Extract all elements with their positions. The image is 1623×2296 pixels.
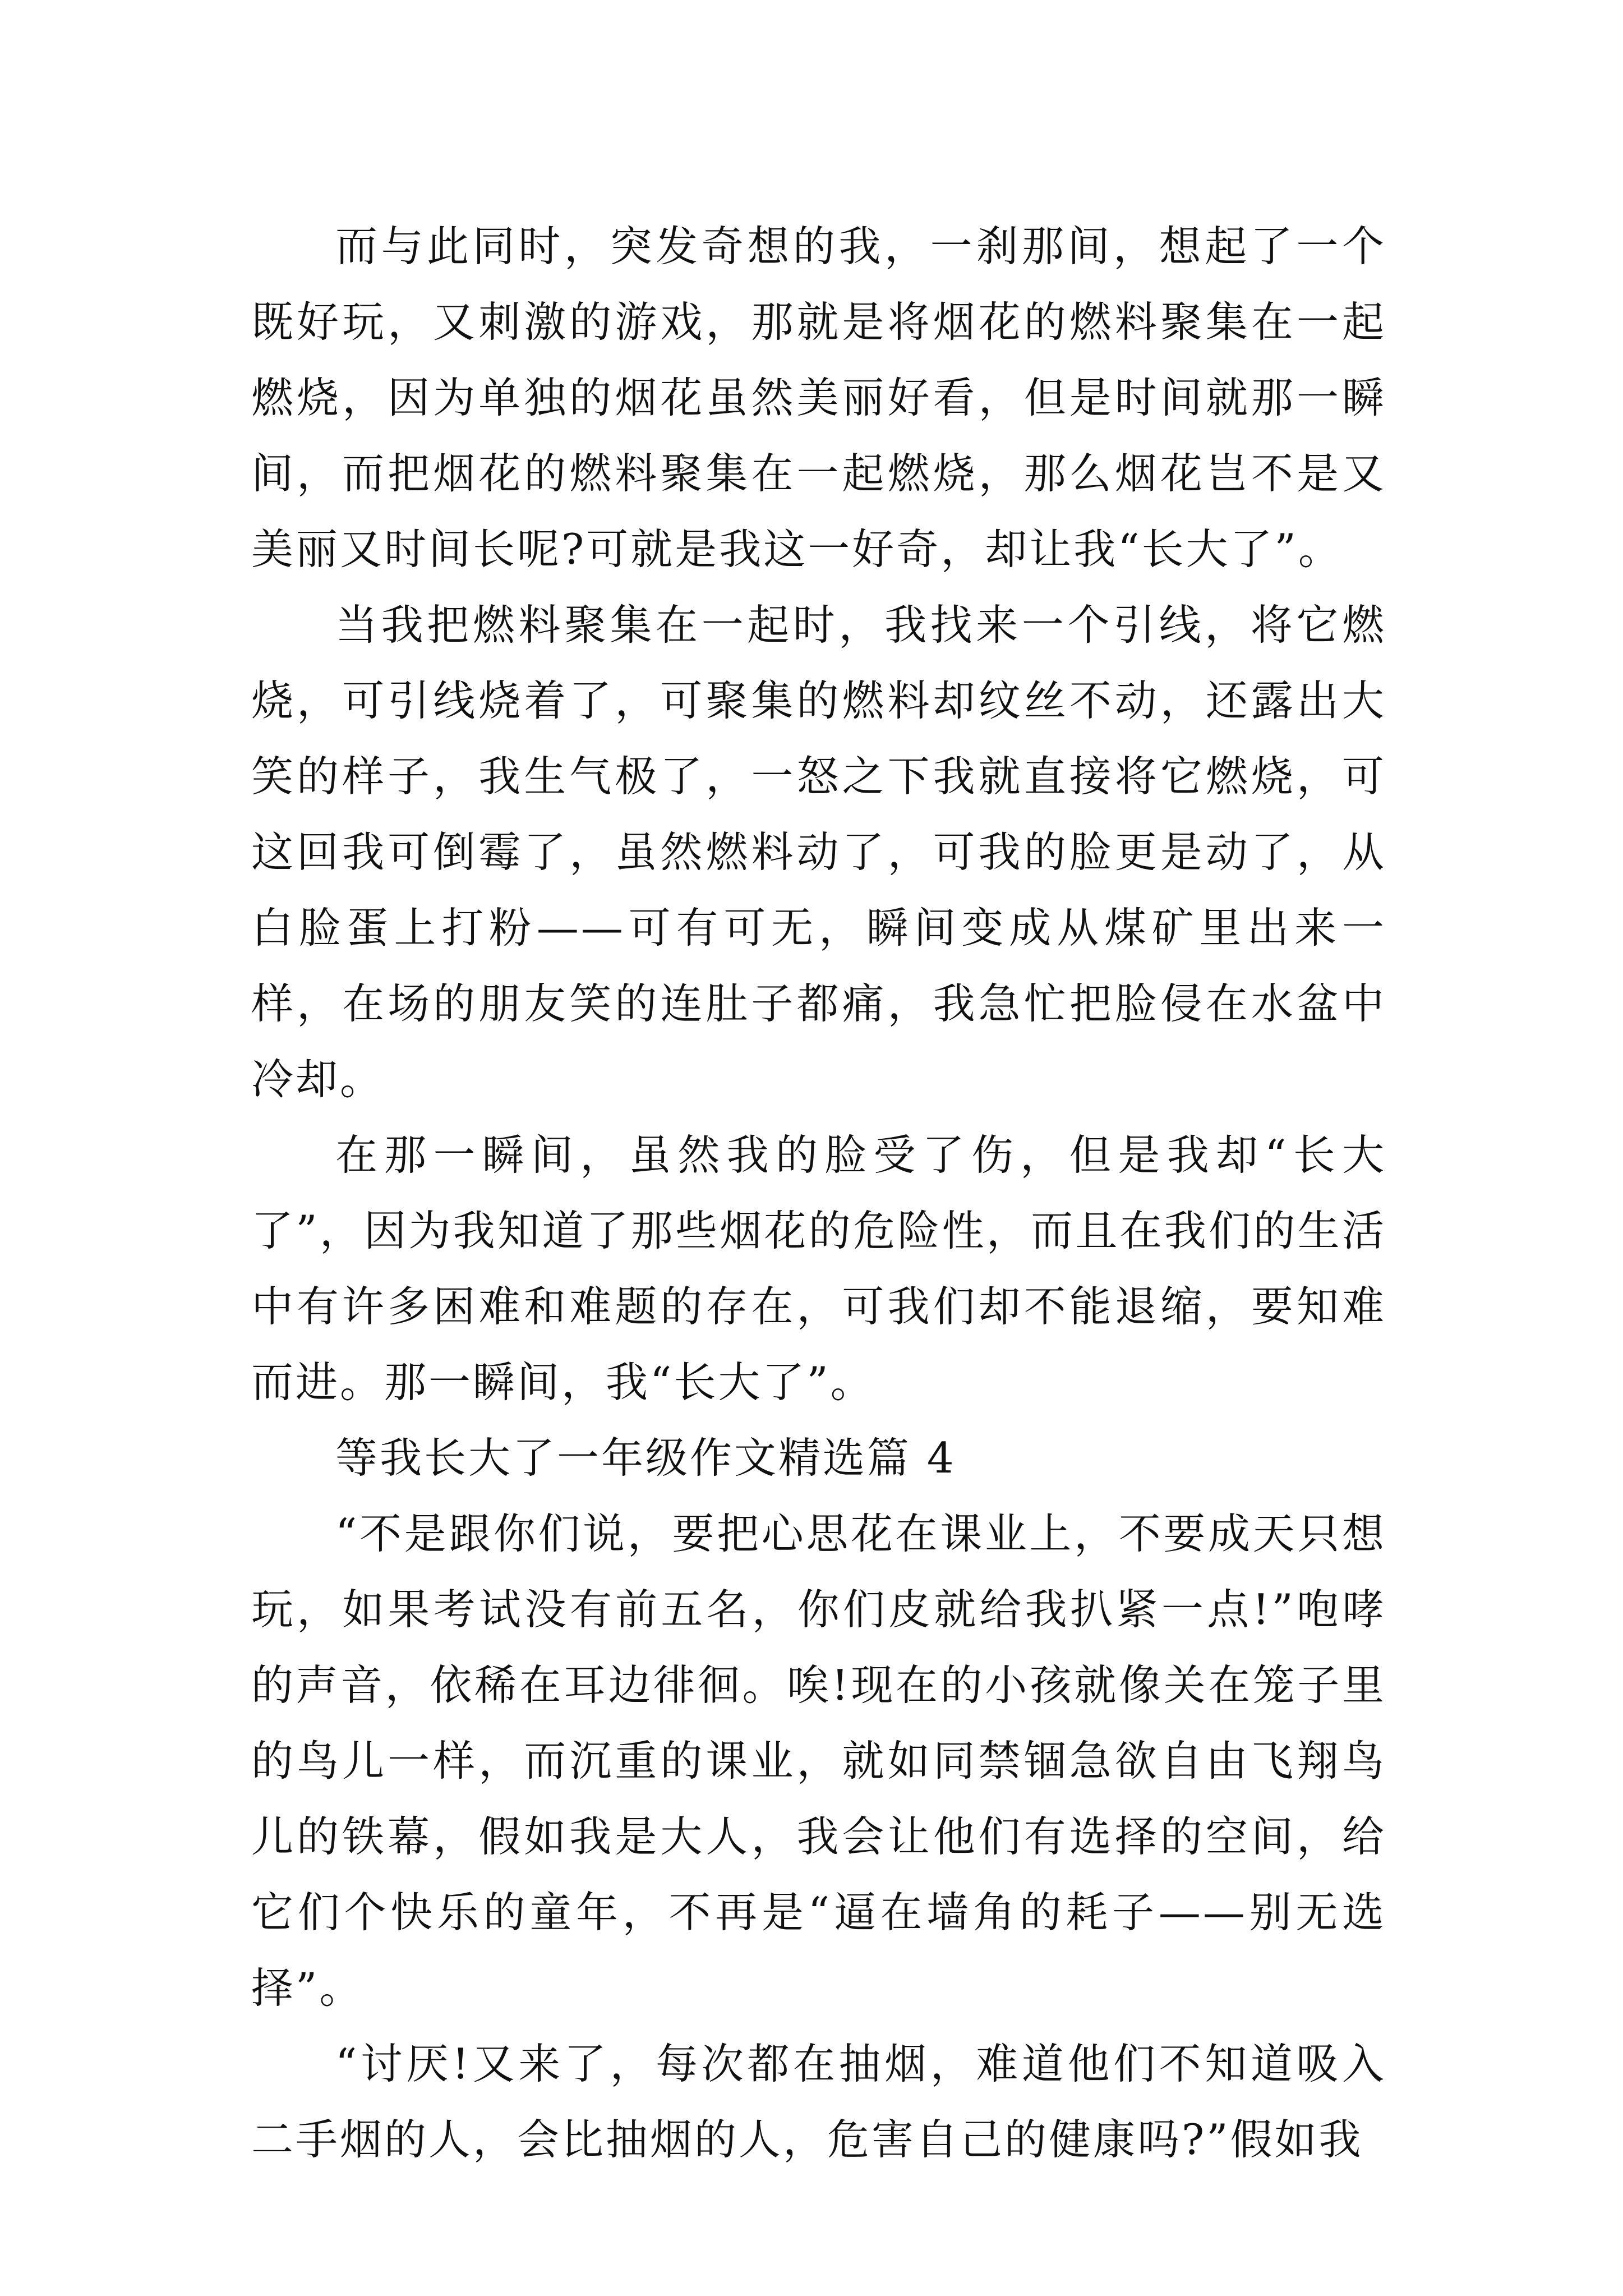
paragraph-homework-pressure: “不是跟你们说，要把心思花在课业上，不要成天只想玩，如果考试没有前五名，你们皮就给我扒紧一点!”咆哮的声音，依稀在耳边徘徊。唉!现在的小孩就像关在笼子里的鸟儿一样，而沉重的课业，就如同禁锢急欲自由飞翔鸟儿的铁幕，假如我是大人，我会让他们有选择的空间，给它们个快乐的童年，不再是“逼在墙角的耗子——别无选择”。 [251, 1509, 1386, 2013]
paragraph-fuse-accident: 当我把燃料聚集在一起时，我找来一个引线，将它燃烧，可引线烧着了，可聚集的燃料却纹丝不动，还露出大笑的样子，我生气极了，一怒之下我就直接将它燃烧，可这回我可倒霉了，虽然燃料动了，可我的脸更是动了，从白脸蛋上打粉——可有可无，瞬间变成从煤矿里出来一样，在场的朋友笑的连肚子都痛，我急忙把脸侵在水盆中冷却。 [251, 600, 1386, 1104]
paragraph-fireworks-idea: 而与此同时，突发奇想的我，一刹那间，想起了一个既好玩，又刺激的游戏，那就是将烟花的燃料聚集在一起燃烧，因为单独的烟花虽然美丽好看，但是时间就那一瞬间，而把烟花的燃料聚集在一起燃烧，那么烟花岂不是又美丽又时间长呢?可就是我这一好奇，却让我“长大了”。 [251, 222, 1386, 574]
paragraph-secondhand-smoke: “讨厌!又来了，每次都在抽烟，难道他们不知道吸入二手烟的人，会比抽烟的人，危害自己的健康吗?”假如我 [251, 2039, 1386, 2164]
section-heading: 等我长大了一年级作文精选篇 4 [335, 1433, 956, 1483]
paragraph-grew-up: 在那一瞬间，虽然我的脸受了伤，但是我却“长大了”，因为我知道了那些烟花的危险性，而且在我们的生活中有许多困难和难题的存在，可我们却不能退缩，要知难而进。那一瞬间，我“长大了”。 [251, 1130, 1386, 1407]
document-body [251, 209, 1386, 2178]
